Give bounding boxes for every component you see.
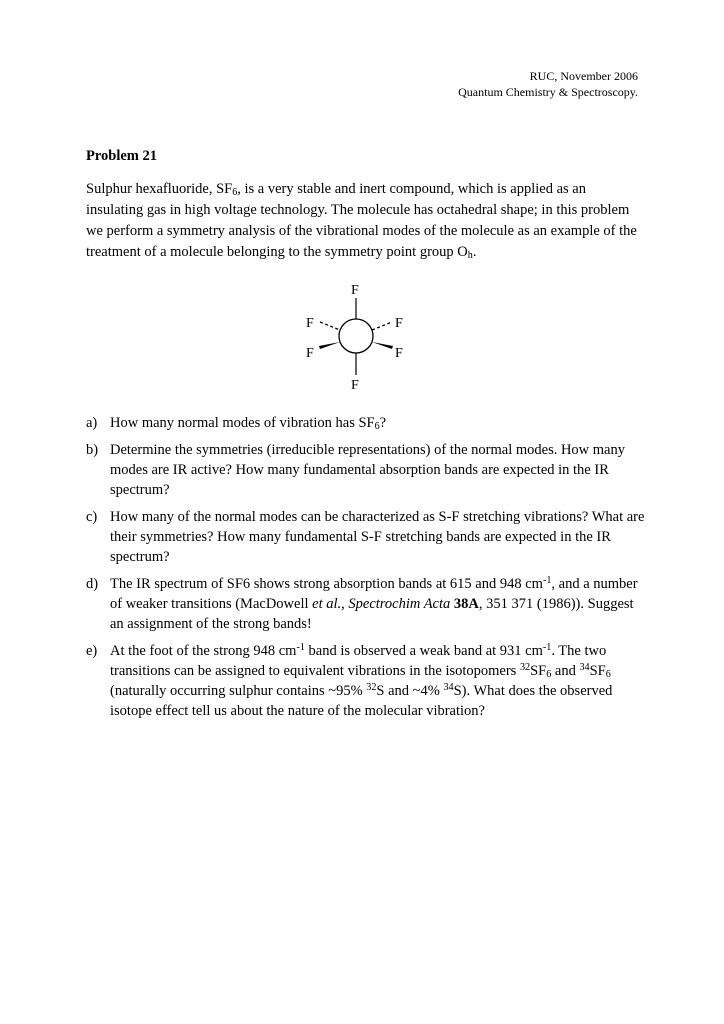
citation-et-al: et al.: [312, 596, 342, 612]
fluorine-label-back-right: F: [395, 316, 403, 331]
subscript: 6: [605, 669, 611, 680]
question-d: [86, 574, 646, 634]
question-text: Determine the symmetries (irreducible representations) of the normal modes. How many modes are IR active? How many fundamental absorption bands are expected in the IR spectrum?: [110, 442, 625, 498]
question-text: , and a number of weaker transitions (MacDowell: [110, 576, 638, 612]
subscript: 6: [546, 669, 552, 680]
question-text: and: [551, 663, 580, 679]
superscript: 32: [366, 682, 377, 693]
subscript: 6: [374, 421, 380, 432]
question-label: c): [86, 509, 98, 525]
question-e: [86, 641, 646, 721]
superscript: -1: [296, 642, 305, 653]
question-text: (naturally occurring sulphur contains ~95%: [110, 683, 367, 699]
fluorine-label-front-right: F: [395, 346, 403, 361]
fluorine-label-back-left: F: [306, 316, 314, 331]
question-c: [86, 507, 646, 567]
header-course: Quantum Chemistry & Spectroscopy.: [458, 85, 638, 99]
question-label: d): [86, 576, 99, 592]
question-b: [86, 440, 646, 500]
question-text: How many normal modes of vibration has SF: [110, 415, 375, 431]
superscript: 34: [443, 682, 454, 693]
question-text: The IR spectrum of SF6 shows strong absorption bands at 615 and 948 cm: [110, 576, 543, 592]
question-text: . The two transitions can be assigned to equivalent vibrations in the isotopomers: [110, 643, 607, 679]
question-text: How many of the normal modes can be characterized as S-F stretching vibrations? What are their symmetries? How many fundamental S-F stretching bands are expected in the IR spectrum?: [110, 509, 645, 565]
bond-back-left: [320, 322, 340, 330]
intro-subscript-6: 6: [232, 187, 238, 198]
superscript: 32: [519, 662, 531, 673]
question-text: At the foot of the strong 948 cm: [110, 643, 297, 659]
superscript: -1: [542, 575, 552, 586]
superscript: -1: [542, 642, 552, 653]
question-text: , 351 371 (1986)). Suggest an assignment of the strong bands!: [110, 596, 634, 632]
fluorine-label-top: F: [351, 283, 359, 298]
bond-front-left: [319, 342, 340, 349]
question-text: S). What does the observed isotope effect tell us about the nature of the molecular vibration?: [110, 683, 613, 719]
problem-title: Problem 21: [86, 148, 158, 164]
citation-journal: Spectrochim Acta: [348, 596, 451, 612]
citation-volume: 38A: [453, 596, 479, 612]
intro-text-2: , is a very stable and inert compound, which is applied as an insulating gas in high voltage technology. The molecule has octahedral shape; in this problem we perform a symmetry analysis of the vibrational modes of the molecule as an example of the treatment of a molecule belonging to the symmetry point group O: [86, 181, 637, 260]
question-text: ,: [341, 596, 349, 612]
intro-subscript-h: h: [467, 250, 473, 261]
bond-back-right: [372, 322, 392, 330]
header-institution-date: RUC, November 2006: [529, 69, 638, 83]
sulphur-atom-circle: [339, 319, 373, 353]
superscript: 34: [579, 662, 590, 673]
fluorine-label-front-left: F: [306, 346, 314, 361]
question-label: e): [86, 643, 98, 659]
question-label: b): [86, 442, 99, 458]
intro-text-3: .: [472, 244, 477, 260]
fluorine-label-bottom: F: [351, 378, 359, 393]
intro-text-1: Sulphur hexafluoride, SF: [86, 181, 233, 197]
question-text: ?: [379, 415, 387, 431]
bond-front-right: [372, 342, 393, 349]
question-label: a): [86, 415, 98, 431]
problem-intro: [86, 179, 646, 263]
question-text: SF: [589, 663, 606, 679]
sf6-octahedral-drawing: [300, 278, 420, 394]
question-list: [86, 413, 646, 728]
question-text: SF: [530, 663, 547, 679]
sf6-structure-diagram: [300, 278, 420, 394]
question-text: band is observed a weak band at 931 cm: [304, 643, 543, 659]
question-text: S and ~4%: [376, 683, 444, 699]
page-header: [458, 68, 638, 100]
question-a: [86, 413, 646, 433]
